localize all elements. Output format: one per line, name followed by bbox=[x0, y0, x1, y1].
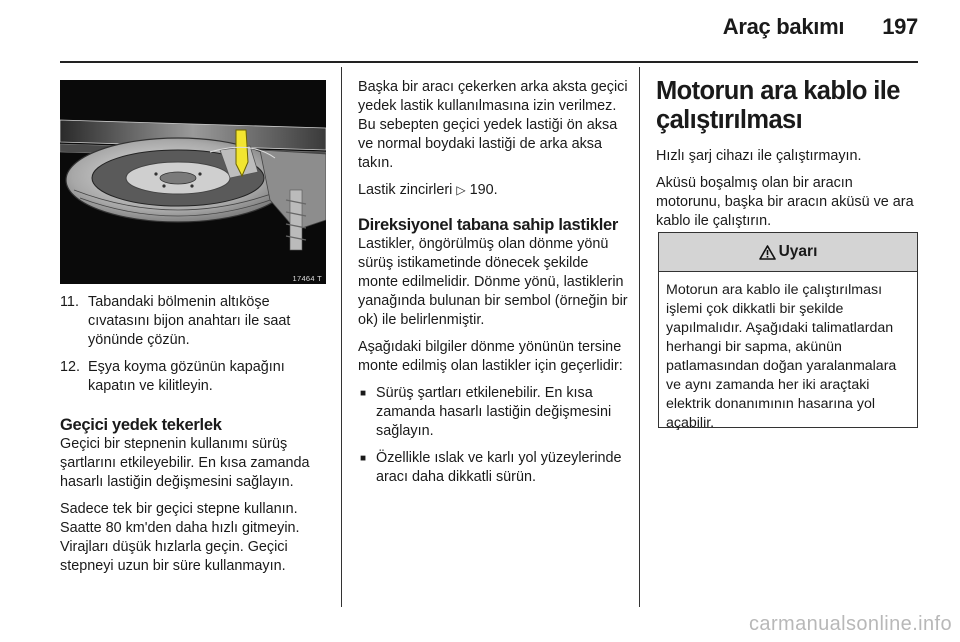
paragraph: Hızlı şarj cihazı ile çalıştırmayın. bbox=[656, 148, 862, 164]
bullet-text: Özellikle ıslak ve karlı yol yüzeylerinde aracı daha dikkatli sürün. bbox=[376, 450, 622, 485]
spare-wheel-illustration bbox=[60, 80, 326, 284]
paragraph: Geçici bir stepnenin kullanımı sürüş şartlarını etkileyebilir. En kısa zamanda hasarlı lastiğin değişmesini sağlayın. bbox=[60, 436, 310, 490]
list-item bbox=[358, 384, 628, 441]
reference-arrow-icon: ▷ bbox=[456, 183, 466, 197]
bullet-square-icon: ■ bbox=[360, 453, 367, 464]
watermark: carmanualsonline.info bbox=[749, 613, 952, 635]
page-header bbox=[723, 14, 918, 40]
section-heading-main: Motorun ara kablo ile çalıştırılması bbox=[656, 77, 900, 134]
warning-header bbox=[659, 233, 917, 272]
section-heading: Direksiyonel tabana sahip lastikler bbox=[358, 216, 619, 234]
list-item bbox=[60, 293, 330, 350]
paragraph: Lastikler, öngörülmüş olan dönme yönü sürüş istikametinde dönecek şekilde monte edilmelidir. Dönme yönü, lastiklerin yanağında bulunan bir sembol (örneğin bir ok) ile belirlenmiştir. bbox=[358, 236, 628, 328]
step-text: Tabandaki bölmenin altıköşe cıvatasını bijon anahtarı ile saat yönünde çözün. bbox=[88, 294, 291, 348]
column-divider-2 bbox=[639, 67, 640, 607]
bullet-text: Sürüş şartları etkilenebilir. En kısa zamanda hasarlı lastiğin değişmesini sağlayın. bbox=[376, 385, 612, 439]
warning-title: Uyarı bbox=[778, 243, 818, 260]
reference-page: 190. bbox=[469, 182, 498, 198]
figure-number: 17464 T bbox=[292, 274, 322, 283]
step-number: 11. bbox=[60, 294, 79, 310]
cross-reference bbox=[358, 181, 628, 200]
column-1 bbox=[60, 293, 330, 584]
warning-text: Motorun ara kablo ile çalıştırılması işlemi çok dikkatli bir şekilde yapılmalıdır. Aşağıdaki talimatlardan herhangi bir sapma, akünün patlamasından doğan yaralanmalara ve aynı zamanda her iki araçtaki elektrik donanımının hasarına yol açabilir. bbox=[666, 282, 897, 431]
bullet-square-icon: ■ bbox=[360, 388, 367, 399]
paragraph: Başka bir aracı çekerken arka aksta geçici yedek lastik kullanılmasına izin verilmez. Bu sebepten geçici yedek lastiği ön aksa ve normal boydaki lastiği de arka aksa takın. bbox=[358, 79, 628, 171]
warning-triangle-icon bbox=[759, 245, 776, 260]
list-item bbox=[60, 358, 330, 396]
paragraph: Sadece tek bir geçici stepne kullanın. Saatte 80 km'den daha hızlı gitmeyin. Virajları düşük hızlarla geçin. Geçici stepneyi uzun bir süre kullanmayın. bbox=[60, 501, 300, 574]
column-divider-1 bbox=[341, 67, 342, 607]
step-number: 12. bbox=[60, 359, 81, 375]
chains-text: Lastik zincirleri bbox=[358, 182, 453, 198]
step-list bbox=[60, 293, 330, 396]
page-number: 197 bbox=[882, 14, 918, 39]
paragraph: Aşağıdaki bilgiler dönme yönünün tersine monte edilmiş olan lastikler için geçerlidir: bbox=[358, 339, 623, 374]
step-text: Eşya koyma gözünün kapağını kapatın ve kilitleyin. bbox=[88, 359, 285, 394]
column-3 bbox=[656, 77, 920, 239]
section-title: Araç bakımı bbox=[722, 14, 845, 39]
column-2 bbox=[358, 78, 628, 495]
warning-box bbox=[658, 232, 918, 431]
paragraph: Aküsü boşalmış olan bir aracın motorunu, başka bir aracın aküsü ve ara kablo ile çalıştırın. bbox=[656, 175, 914, 229]
header-rule bbox=[60, 61, 918, 63]
spare-wheel-figure bbox=[60, 80, 326, 284]
bullet-list bbox=[358, 384, 628, 487]
section-heading: Geçici yedek tekerlek bbox=[60, 416, 222, 434]
list-item bbox=[358, 449, 628, 487]
